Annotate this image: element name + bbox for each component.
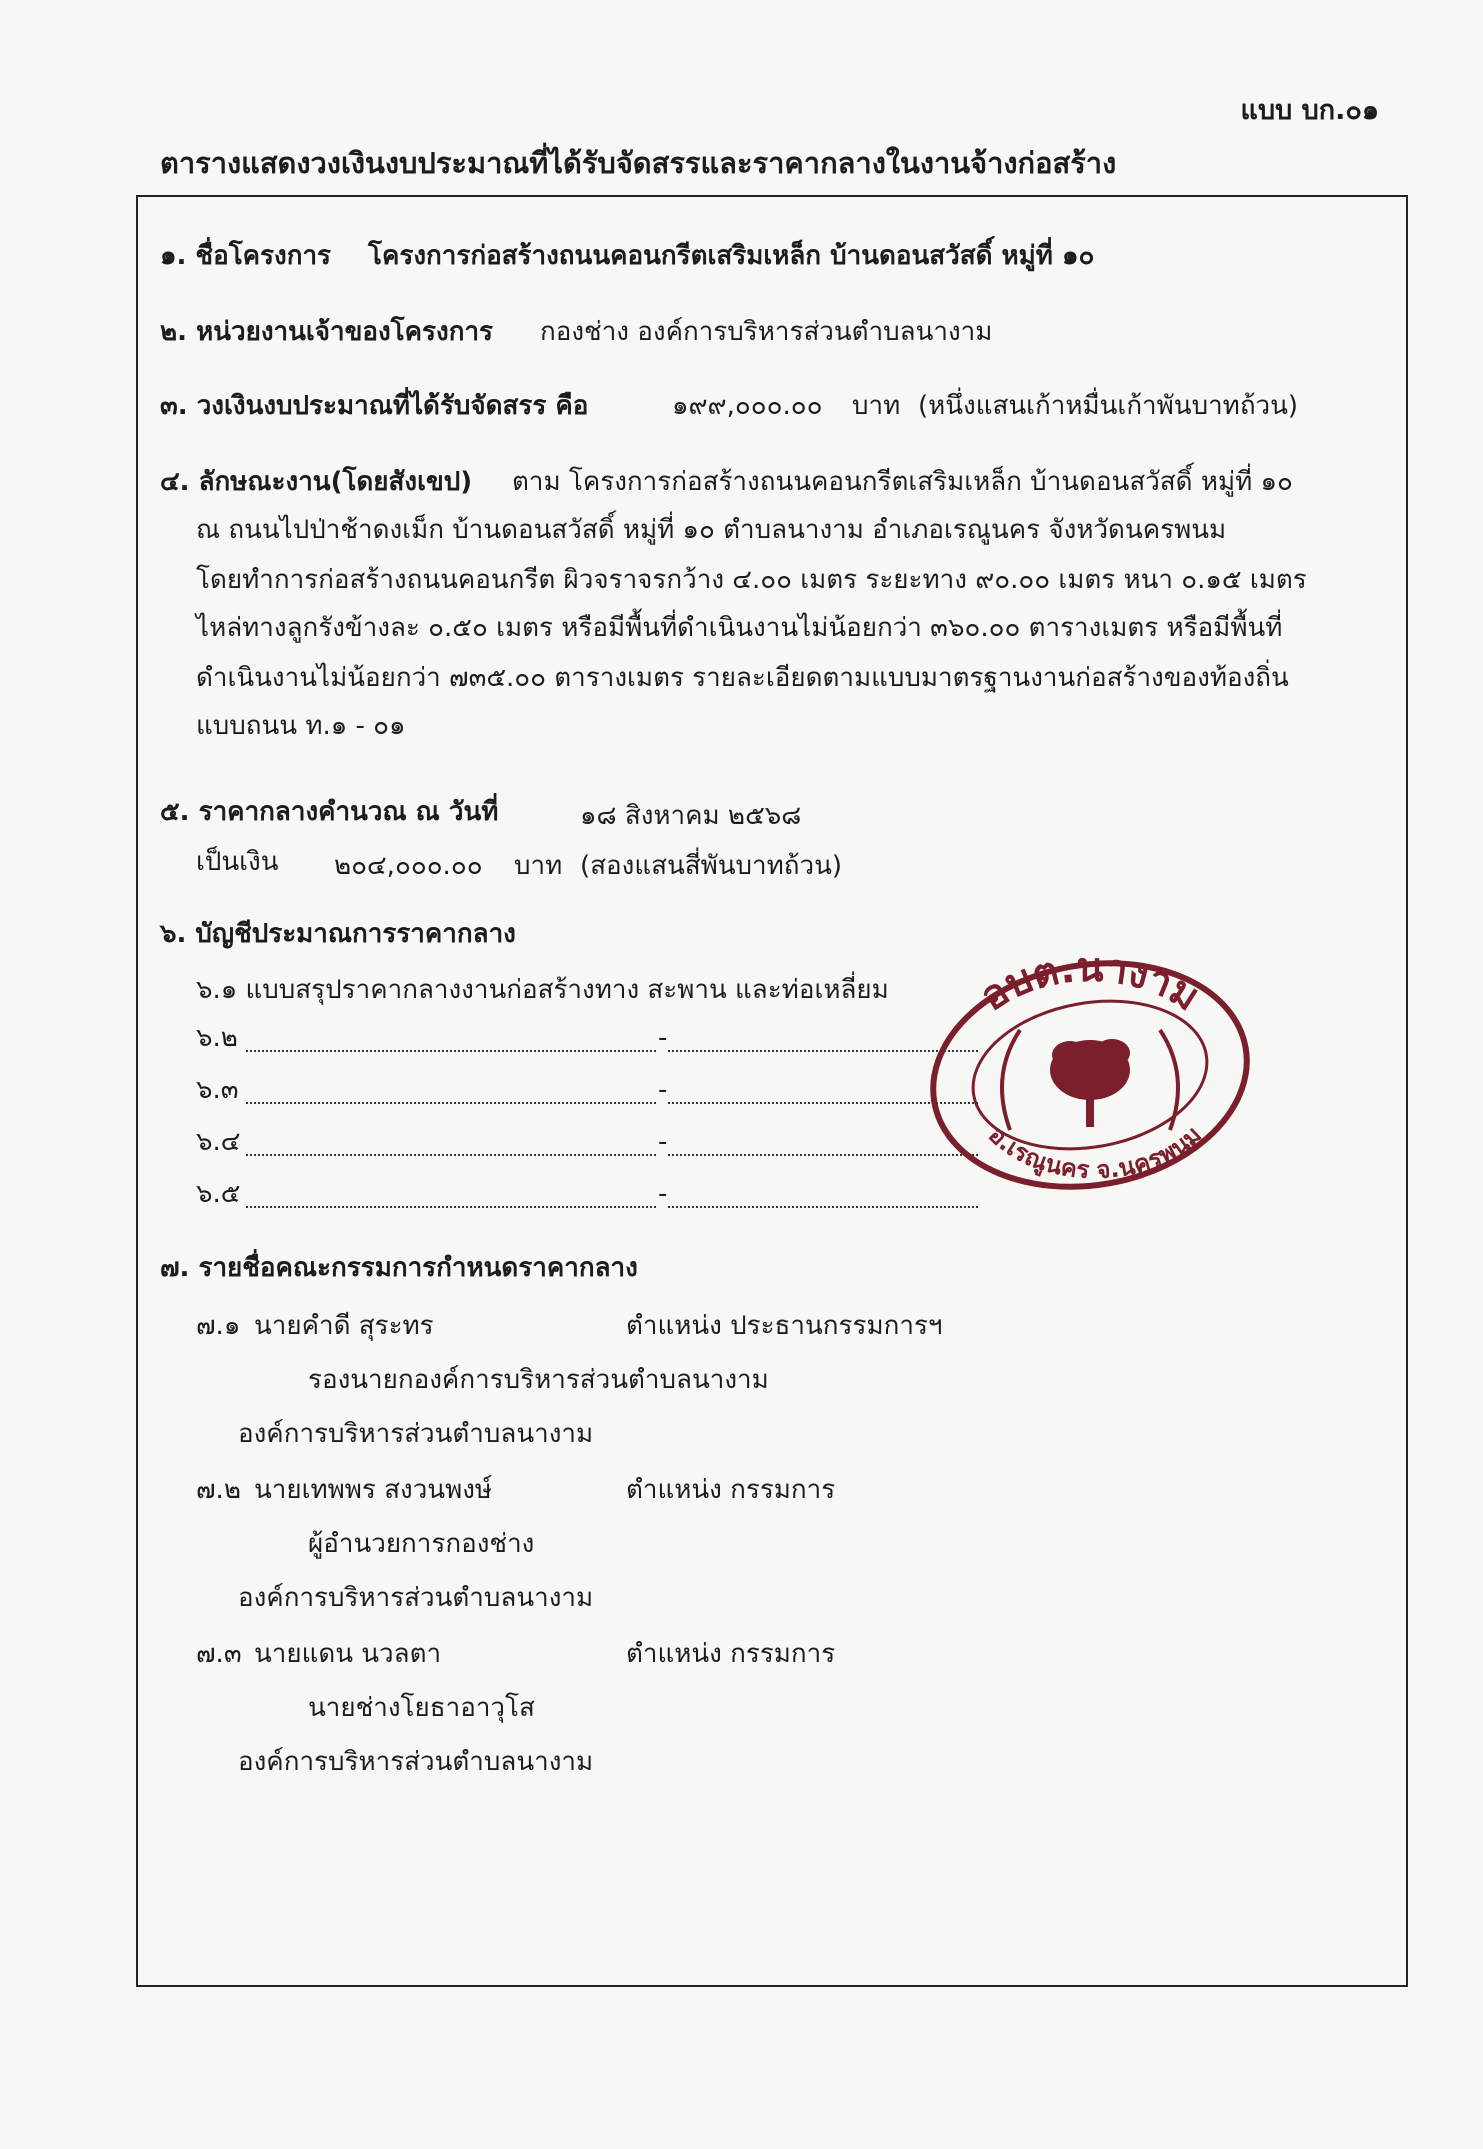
dotted-line [668, 1206, 978, 1208]
form-code: แบบ บก.๐๑ [1240, 95, 1379, 126]
median-price-date: ๑๘ สิงหาคม ๒๕๖๘ [580, 801, 802, 831]
seal-top-text: อบต.นางาม [972, 955, 1208, 1021]
dotted-line [246, 1154, 656, 1156]
dash: - [658, 1127, 668, 1157]
estimate-item-3: ๖.๓ [196, 1075, 239, 1105]
estimate-item-5: ๖.๕ [196, 1179, 241, 1209]
project-name-value: โครงการก่อสร้างถนนคอนกรีตเสริมเหล็ก บ้านดอนสวัสดิ์ หมู่ที่ ๑๐ [368, 241, 1095, 271]
work-summary-line-5: ดำเนินงานไม่น้อยกว่า ๗๓๕.๐๐ ตารางเมตร รายละเอียดตามแบบมาตรฐานงานก่อสร้างของท้องถิ่น [196, 663, 1289, 693]
dash: - [658, 1075, 668, 1105]
median-price-words: (สองแสนสี่พันบาทถ้วน) [580, 851, 843, 881]
median-price-amount-label: เป็นเงิน [196, 847, 279, 877]
work-summary-line-4: ไหล่ทางลูกรังข้างละ ๐.๕๐ เมตร หรือมีพื้นที่ดำเนินงานไม่น้อยกว่า ๓๖๐.๐๐ ตารางเมตร หรือมีพื้นที่ [196, 613, 1283, 643]
budget-words: (หนึ่งแสนเก้าหมื่นเก้าพันบาทถ้วน) [918, 391, 1299, 421]
median-price-label: ๕. ราคากลางคำนวณ ณ วันที่ [160, 797, 499, 827]
document-title: ตารางแสดงวงเงินงบประมาณที่ได้รับจัดสรรและราคากลางในงานจ้างก่อสร้าง [160, 146, 1117, 180]
member-3-name: นายแดน นวลตา [254, 1639, 442, 1669]
member-2-organization: องค์การบริหารส่วนตำบลนางาม [238, 1583, 594, 1613]
median-price-unit: บาท [514, 851, 563, 881]
work-summary-line-2: ณ ถนนไปป่าช้าดงเม็ก บ้านดอนสวัสดิ์ หมู่ที่ ๑๐ ตำบลนางาม อำเภอเรณูนคร จังหวัดนครพนม [196, 515, 1227, 545]
work-summary-label: ๔. ลักษณะงาน(โดยสังเขป) [160, 467, 473, 497]
owner-agency-value: กองช่าง องค์การบริหารส่วนตำบลนางาม [540, 317, 993, 347]
member-1-role: ตำแหน่ง ประธานกรรมการฯ [626, 1311, 943, 1341]
member-2-name: นายเทพพร สงวนพงษ์ [254, 1475, 493, 1505]
dash: - [658, 1023, 668, 1053]
budget-label: ๓. วงเงินงบประมาณที่ได้รับจัดสรร คือ [160, 391, 589, 421]
official-seal-icon [920, 955, 1260, 1195]
median-price-amount: ๒๐๔,๐๐๐.๐๐ [334, 851, 483, 881]
member-2-role: ตำแหน่ง กรรมการ [626, 1475, 836, 1505]
dash: - [658, 1179, 668, 1209]
member-3-number: ๗.๓ [196, 1639, 242, 1669]
owner-agency-label: ๒. หน่วยงานเจ้าของโครงการ [160, 317, 494, 347]
committee-label: ๗. รายชื่อคณะกรรมการกำหนดราคากลาง [160, 1253, 638, 1283]
seal-bottom-text: อ.เรณูนคร จ.นครพนม [983, 1120, 1208, 1185]
estimate-item-2: ๖.๒ [196, 1023, 238, 1053]
member-1-number: ๗.๑ [196, 1311, 241, 1341]
work-summary-line-6: แบบถนน ท.๑ - ๐๑ [196, 711, 406, 741]
estimate-list-label: ๖. บัญชีประมาณการราคากลาง [160, 919, 516, 949]
work-summary-line-3: โดยทำการก่อสร้างถนนคอนกรีต ผิวจราจรกว้าง ๔.๐๐ เมตร ระยะทาง ๙๐.๐๐ เมตร หนา ๐.๑๕ เมตร [196, 565, 1307, 595]
member-3-position: นายช่างโยธาอาวุโส [308, 1693, 535, 1723]
member-2-position: ผู้อำนวยการกองช่าง [308, 1529, 535, 1559]
dotted-line [246, 1102, 656, 1104]
member-2-number: ๗.๒ [196, 1475, 241, 1505]
member-1-position: รองนายกองค์การบริหารส่วนตำบลนางาม [308, 1365, 769, 1395]
member-1-organization: องค์การบริหารส่วนตำบลนางาม [238, 1419, 594, 1449]
member-3-role: ตำแหน่ง กรรมการ [626, 1639, 836, 1669]
dotted-line [246, 1050, 656, 1052]
estimate-item-4: ๖.๔ [196, 1127, 241, 1157]
work-summary-line-1: ตาม โครงการก่อสร้างถนนคอนกรีตเสริมเหล็ก บ้านดอนสวัสดิ์ หมู่ที่ ๑๐ [512, 467, 1293, 497]
member-1-name: นายคำดี สุระทร [254, 1311, 434, 1341]
estimate-item-1: ๖.๑ แบบสรุปราคากลางงานก่อสร้างทาง สะพาน และท่อเหลี่ยม [196, 975, 889, 1005]
dotted-line [246, 1206, 656, 1208]
project-name-label: ๑. ชื่อโครงการ [160, 241, 332, 271]
member-3-organization: องค์การบริหารส่วนตำบลนางาม [238, 1747, 594, 1777]
budget-unit: บาท [852, 391, 901, 421]
budget-amount: ๑๙๙,๐๐๐.๐๐ [672, 391, 823, 421]
